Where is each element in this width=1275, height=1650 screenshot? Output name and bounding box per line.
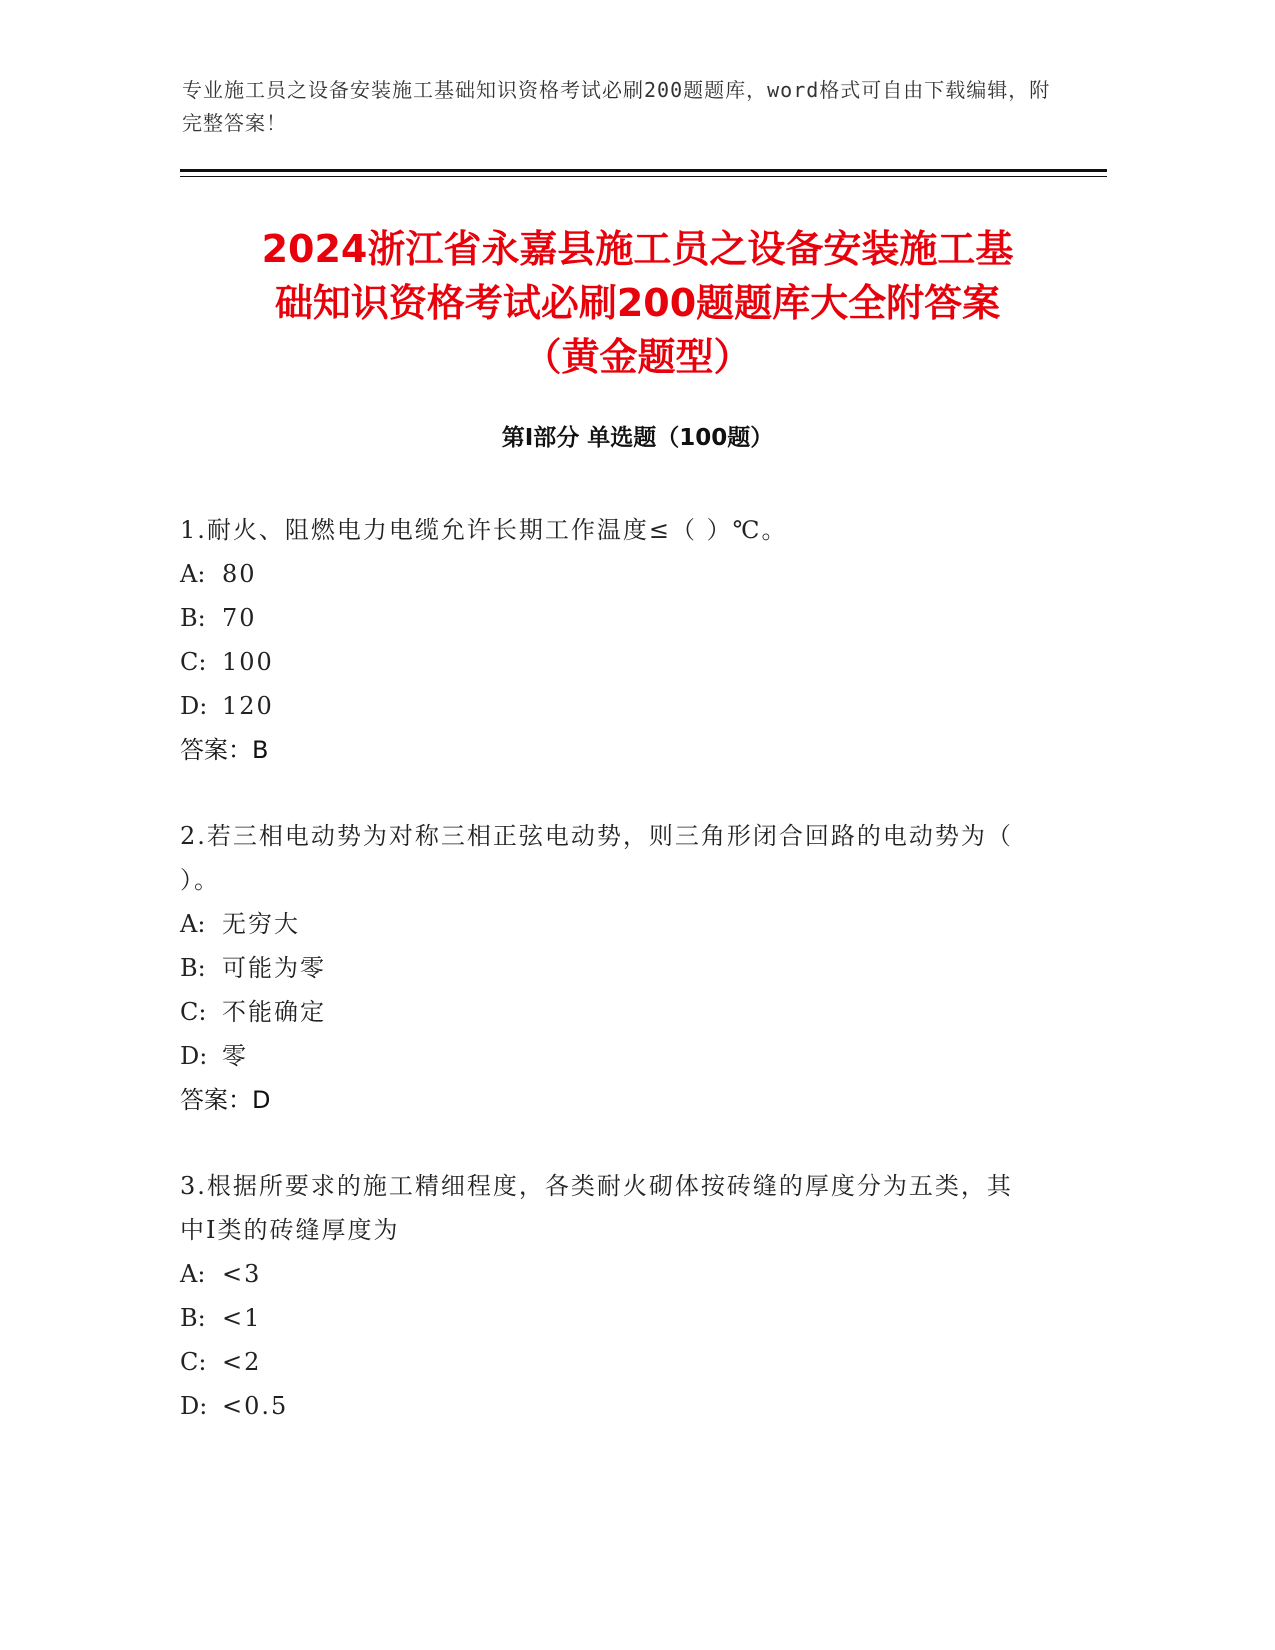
answer-text: 答案：D bbox=[180, 1086, 271, 1114]
document-title-line-3: （黄金题型） bbox=[523, 335, 752, 379]
header-note: 专业施工员之设备安装施工基础知识资格考试必刷200题题库，word格式可自由下载编辑，附完整答案！ bbox=[182, 78, 1051, 135]
question-2 bbox=[180, 814, 1020, 1122]
question-stem: 2.若三相电动势为对称三相正弦电动势，则三角形闭合回路的电动势为（ ）。 bbox=[180, 822, 1013, 894]
option-a bbox=[180, 552, 1020, 596]
section-title: 第Ⅰ部分 单选题（100题） bbox=[501, 425, 774, 451]
question-1 bbox=[180, 508, 1020, 772]
option-key: A: bbox=[180, 1260, 206, 1288]
option-text: 120 bbox=[222, 692, 274, 720]
option-text: 70 bbox=[222, 604, 257, 632]
option-key: A: bbox=[180, 910, 206, 938]
option-key: A: bbox=[180, 560, 206, 588]
option-text: <0.5 bbox=[222, 1392, 289, 1420]
option-a bbox=[180, 1252, 1020, 1296]
option-key: C: bbox=[180, 1348, 207, 1376]
header-divider-thin bbox=[180, 176, 1107, 177]
header-divider-thick bbox=[180, 169, 1107, 172]
question-list bbox=[180, 508, 1020, 1470]
question-stem: 1.耐火、阻燃电力电缆允许长期工作温度≤（ ）℃。 bbox=[180, 516, 788, 544]
option-d bbox=[180, 1384, 1020, 1428]
option-key: B: bbox=[180, 954, 206, 982]
option-key: B: bbox=[180, 1304, 206, 1332]
option-b bbox=[180, 1296, 1020, 1340]
option-d bbox=[180, 1034, 1020, 1078]
option-key: B: bbox=[180, 604, 206, 632]
option-d bbox=[180, 684, 1020, 728]
document-title-line-2: 础知识资格考试必刷200题题库大全附答案 bbox=[274, 281, 1001, 325]
option-text: <2 bbox=[222, 1348, 262, 1376]
document-title bbox=[150, 222, 1125, 384]
option-key: C: bbox=[180, 648, 207, 676]
option-text: 80 bbox=[222, 560, 257, 588]
question-stem: 3.根据所要求的施工精细程度，各类耐火砌体按砖缝的厚度分为五类，其中Ⅰ类的砖缝厚度为 bbox=[180, 1172, 1013, 1244]
option-c bbox=[180, 990, 1020, 1034]
option-text: <3 bbox=[222, 1260, 262, 1288]
answer-text: 答案：B bbox=[180, 736, 269, 764]
option-text: 不能确定 bbox=[222, 998, 326, 1026]
option-text: 100 bbox=[222, 648, 274, 676]
option-text: 无穷大 bbox=[222, 910, 300, 938]
option-key: D: bbox=[180, 1042, 208, 1070]
option-b bbox=[180, 596, 1020, 640]
option-key: D: bbox=[180, 1392, 208, 1420]
document-title-line-1: 2024浙江省永嘉县施工员之设备安装施工基 bbox=[261, 227, 1014, 271]
option-c bbox=[180, 1340, 1020, 1384]
question-3 bbox=[180, 1164, 1020, 1428]
option-text: 零 bbox=[222, 1042, 248, 1070]
option-a bbox=[180, 902, 1020, 946]
option-b bbox=[180, 946, 1020, 990]
option-key: C: bbox=[180, 998, 207, 1026]
option-c bbox=[180, 640, 1020, 684]
option-text: 可能为零 bbox=[222, 954, 326, 982]
option-text: <1 bbox=[222, 1304, 262, 1332]
option-key: D: bbox=[180, 692, 208, 720]
